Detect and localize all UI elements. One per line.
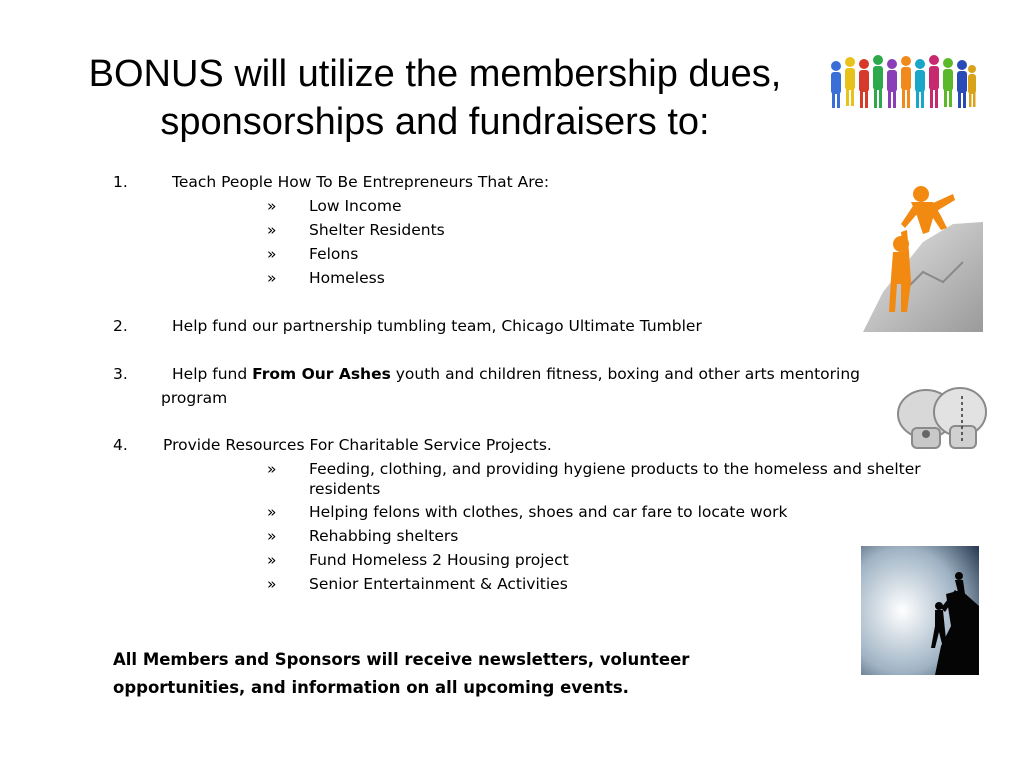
list-text — [172, 364, 860, 384]
sub-item-text: Rehabbing shelters — [309, 527, 459, 545]
sub-item-text: Felons — [309, 245, 359, 263]
helping-climbers-icon — [843, 172, 983, 332]
bullet-icon: » — [267, 527, 277, 545]
sub-item-text: Low Income — [309, 197, 402, 215]
bullet-icon: » — [267, 575, 277, 593]
sub-item-text: Senior Entertainment & Activities — [309, 575, 568, 593]
list-number: 2. — [113, 317, 128, 335]
footer-line-2: opportunities, and information on all upcoming events. — [113, 678, 629, 697]
list-text: Provide Resources For Charitable Service Projects. — [163, 436, 552, 454]
people-figures — [831, 55, 976, 108]
boxing-gloves-icon — [892, 382, 992, 454]
bullet-icon: » — [267, 503, 277, 521]
bullet-icon: » — [267, 221, 277, 239]
sub-item-text: Shelter Residents — [309, 221, 445, 239]
sub-item-text: Homeless — [309, 269, 385, 287]
sub-item-text: Feeding, clothing, and providing hygiene products to the homeless and shelter — [309, 460, 921, 478]
sub-item-text: Helping felons with clothes, shoes and car fare to locate work — [309, 503, 788, 521]
footer-note — [113, 646, 753, 702]
list-text-wrap: program — [161, 389, 228, 407]
sub-item-text: residents — [309, 480, 381, 498]
list-number: 4. — [113, 436, 128, 454]
people-group-icon — [826, 52, 978, 116]
list-text: Teach People How To Be Entrepreneurs That Are: — [172, 173, 550, 191]
title-line-1: BONUS will utilize the membership dues, — [88, 53, 782, 95]
title-line-2: sponsorships and fundraisers to: — [160, 101, 710, 143]
bullet-icon: » — [267, 245, 277, 263]
sub-item-text: Fund Homeless 2 Housing project — [309, 551, 569, 569]
list-text: Help fund our partnership tumbling team, Chicago Ultimate Tumbler — [172, 317, 702, 335]
program-name: From Our Ashes — [252, 365, 391, 383]
list-number: 1. — [113, 173, 128, 191]
footer-line-1: All Members and Sponsors will receive newsletters, volunteer — [113, 650, 690, 669]
bullet-icon: » — [267, 460, 277, 478]
bullet-icon: » — [267, 551, 277, 569]
bullet-icon: » — [267, 197, 277, 215]
list-text-after: youth and children fitness, boxing and other arts mentoring — [390, 365, 861, 383]
list-text-before: Help fund — [172, 365, 253, 383]
bullet-icon: » — [267, 269, 277, 287]
list-number: 3. — [113, 365, 128, 383]
climber-silhouette-icon — [861, 546, 979, 675]
